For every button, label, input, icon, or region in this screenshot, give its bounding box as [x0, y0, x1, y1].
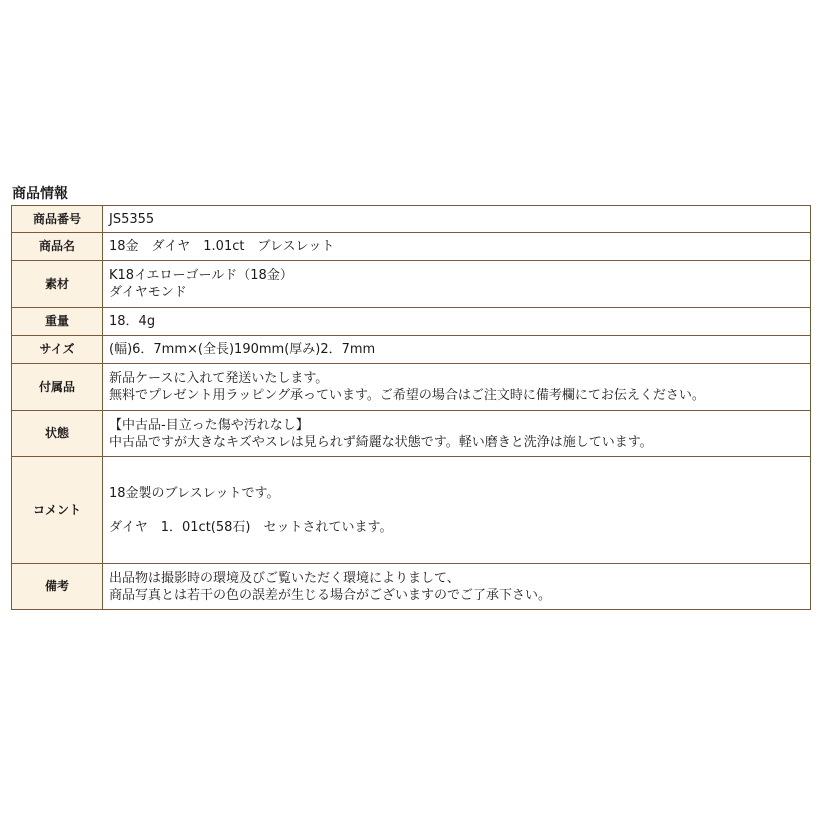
row-label: 重量: [12, 308, 103, 336]
material-line: K18イエローゴールド（18金）: [109, 268, 293, 283]
row-value: [103, 308, 811, 336]
table-row-accessories: [12, 364, 811, 411]
row-value: [103, 411, 811, 457]
material-line: ダイヤモンド: [109, 285, 187, 300]
row-label: 商品名: [12, 233, 103, 261]
row-label: 素材: [12, 261, 103, 308]
row-label: 付属品: [12, 364, 103, 411]
product-name: 18金 ダイヤ 1.01ct ブレスレット: [109, 239, 335, 254]
section-title: 商品情報: [12, 186, 68, 202]
row-value: [103, 206, 811, 233]
row-value: [103, 261, 811, 308]
accessories-line: 無料でプレゼント用ラッピング承っています。ご希望の場合はご注文時に備考欄にてお伝えください。: [109, 388, 705, 403]
accessories-line: 新品ケースに入れて発送いたします。: [109, 371, 329, 386]
table-row-material: [12, 261, 811, 308]
table-row-comment: [12, 457, 811, 564]
row-label: コメント: [12, 457, 103, 564]
row-value: [103, 233, 811, 261]
row-value: [103, 564, 811, 610]
condition-line: 【中古品-目立った傷や汚れなし】: [109, 417, 309, 433]
row-label: 状態: [12, 411, 103, 457]
table-row-product-number: [12, 206, 811, 233]
table-row-size: [12, 336, 811, 364]
table-row-condition: [12, 411, 811, 457]
comment-line: 18金製のブレスレットです。: [109, 485, 280, 501]
row-label: 商品番号: [12, 206, 103, 233]
row-value: [103, 336, 811, 364]
product-number: JS5355: [109, 211, 155, 227]
condition-line: 中古品ですが大きなキズやスレは見られず綺麗な状態です。軽い磨きと洗浄は施しています。: [109, 434, 653, 450]
remarks-line: 出品物は撮影時の環境及びご覧いただく環境によりまして、: [109, 570, 460, 586]
table-row-remarks: [12, 564, 811, 610]
remarks-line: 商品写真とは若干の色の誤差が生じる場合がございますのでご了承下さい。: [109, 587, 552, 603]
product-info-table: [11, 205, 811, 610]
weight-value: 18．4g: [109, 314, 156, 329]
comment-spacer: [109, 502, 804, 519]
table-row-product-name: [12, 233, 811, 261]
table-row-weight: [12, 308, 811, 336]
comment-line: ダイヤ 1．01ct(58石) セットされています。: [109, 519, 393, 535]
row-value: [103, 364, 811, 411]
size-value: (幅)6．7mm×(全長)190mm(厚み)2．7mm: [109, 342, 376, 357]
row-label: 備考: [12, 564, 103, 610]
row-value: [103, 457, 811, 564]
row-label: サイズ: [12, 336, 103, 364]
